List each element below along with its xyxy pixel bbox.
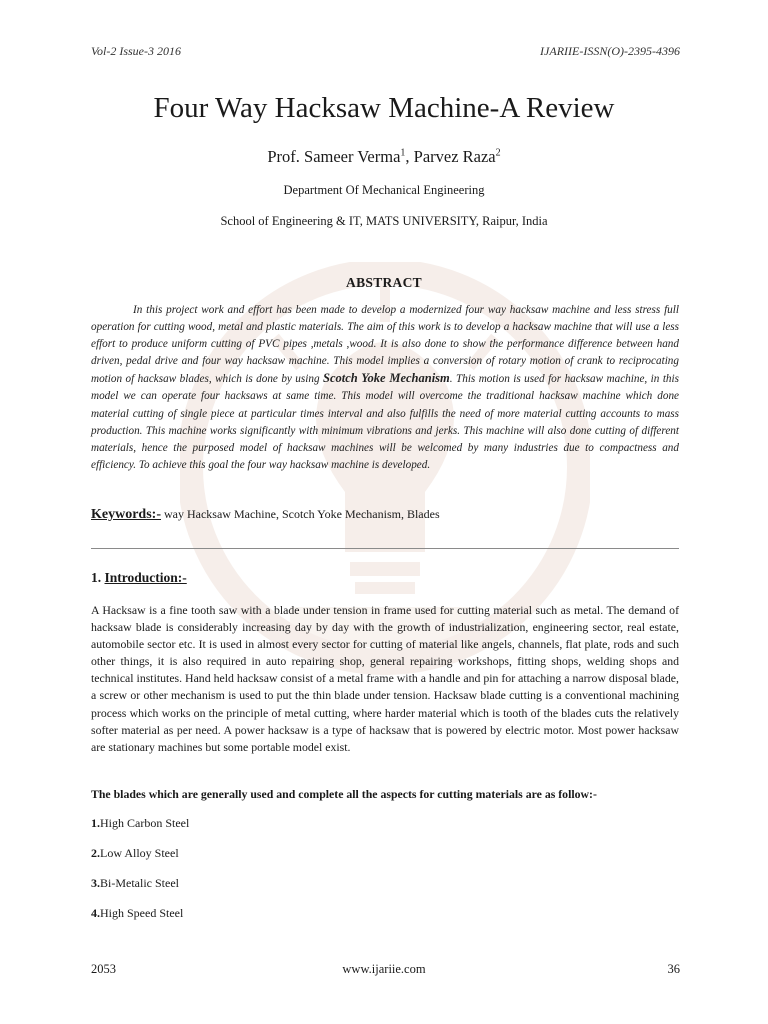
paper-title: Four Way Hacksaw Machine-A Review [153,92,615,124]
affiliation-mark: 1 [400,147,406,159]
keywords-text: way Hacksaw Machine, Scotch Yoke Mechanism, Blades [161,507,440,521]
list-item [91,876,179,891]
list-text: High Carbon Steel [100,816,190,830]
list-item [91,846,179,861]
list-number: 3. [91,876,100,890]
list-text: Low Alloy Steel [100,846,179,860]
affiliation-mark: 2 [495,147,501,159]
list-item [91,906,183,921]
list-number: 4. [91,906,100,920]
introduction-paragraph: A Hacksaw is a fine tooth saw with a blade under tension in frame used for cutting material such as metal. The demand of hacksaw blade is considerably increasing day by day with the growth of industrialization, engineering sector, real estate, automobile sector etc. It is used in almost every sector for cutting of material like angels, channels, flat plate, rods and such other things, it is also required in auto repairing shop, general repairing workshops, fitting shops, welding shops and technical institutes. Hand held hacksaw consist of a metal frame with a handle and pin for attaching a narrow disposal blade, a screw or other mechanism is used to put the thin blade under tension. Hacksaw blade cutting is a conventional machining process which works on the principle of metal cutting, where harder material which is tooth of the blades cuts the relatively softer material as per need. A power hacksaw is a type of hacksaw that is powered by electric motor. Most power hacksaw are stationary machines but some portable model exist. [91,603,679,754]
author-line [0,147,768,167]
abstract-emphasis: Scotch Yoke Mechanism [323,371,450,386]
paper-id: 2053 [91,962,116,976]
section-number: 1. [91,570,105,585]
section-divider [91,548,679,549]
keywords-label: Keywords:- [91,507,161,522]
list-item [91,816,189,831]
section-heading-introduction [91,570,187,586]
list-text: Bi-Metalic Steel [100,876,179,890]
journal-website: www.ijariie.com [342,962,426,976]
department: Department Of Mechanical Engineering [283,183,485,197]
abstract-text: In this project work and effort has been made to develop a modernized four way hacksaw machine and less stress full operation for cutting wood, metal and plastic materials. The aim of this work is to develop a hacksaw machine that will use a less effort to produce uniform cutting of PVC pipes ,metals ,wood. It is also done to show the performance difference between hand driven, pedal drive and four way hacksaw machine. This model implies a conversion of rotary motion of crank to reciprocating motion of hacksaw blades, which is done by using [91,304,679,386]
author-separator: , [405,147,414,166]
blades-heading: The blades which are generally used and complete all the aspects for cutting materials are as follow:- [91,787,597,801]
abstract-body [91,302,679,474]
institution: School of Engineering & IT, MATS UNIVERSITY, Raipur, India [220,214,548,228]
keywords-line [91,507,440,523]
journal-volume-issue: Vol-2 Issue-3 2016 [91,44,181,58]
author-name: Parvez Raza [413,147,496,166]
list-number: 1. [91,816,100,830]
abstract-text: . This motion is used for hacksaw machine, in this model we can operate four hacksaws at same time. This model will overcome the traditional hacksaw machine which done material cutting of single piece at particular times interval and also fulfills the need of more material cutting accounts to mass production. This machine works significantly with minimum vibrations and jerks. This machine will also done cutting of different materials, hence the purposed model of hacksaw machines will be welcomed by many industries due to compactness and efficiency. To achieve this goal the four way hacksaw machine is developed. [91,373,679,471]
abstract-heading: ABSTRACT [346,275,422,290]
list-number: 2. [91,846,100,860]
author-name: Prof. Sameer Verma [267,147,401,166]
list-text: High Speed Steel [100,906,184,920]
section-title: Introduction:- [104,570,187,585]
page-number: 36 [667,962,680,976]
journal-issn: IJARIIE-ISSN(O)-2395-4396 [540,44,680,58]
